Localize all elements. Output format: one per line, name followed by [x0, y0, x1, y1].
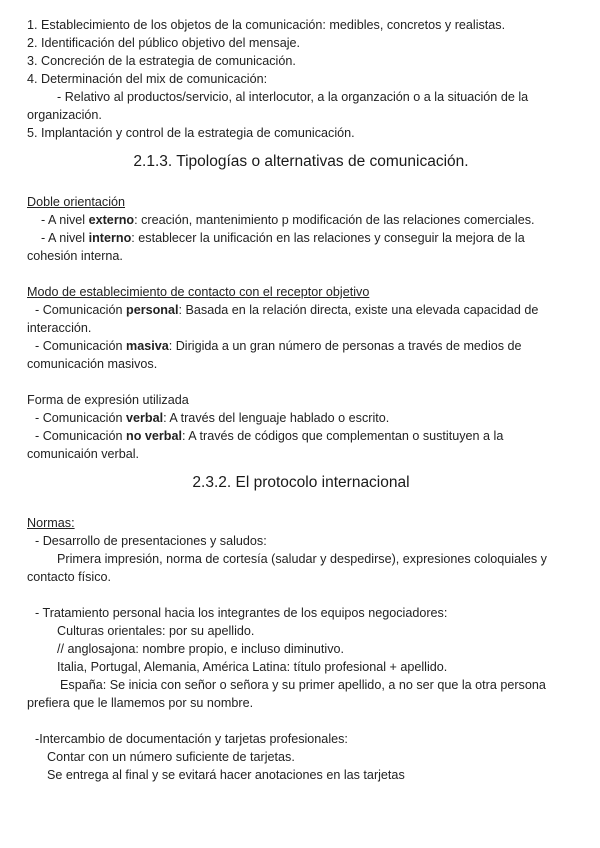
intercambio-title: -Intercambio de documentación y tarjetas profesionales:	[35, 732, 348, 746]
comunicacion-masiva-item: - Comunicación masiva: Dirigida a un gran número de personas a través de medios de comunicación masivos.	[27, 339, 522, 371]
section-title-protocolo: 2.3.2. El protocolo internacional	[192, 474, 410, 491]
tratamiento-line: Culturas orientales: por su apellido.	[57, 624, 255, 638]
section-title-tipologias: 2.1.3. Tipologías o alternativas de comunicación.	[133, 153, 469, 170]
comunicacion-personal-item: - Comunicación personal: Basada en la relación directa, existe una elevada capacidad de interacción.	[27, 303, 539, 335]
document-page	[27, 16, 575, 784]
nivel-externo-item: - A nivel externo: creación, mantenimiento p modificación de las relaciones comerciales.	[41, 213, 535, 227]
step-4-detail: - Relativo al productos/servicio, al interlocutor, a la organzación o a la situación de la organización.	[27, 90, 529, 122]
presentaciones-title: - Desarrollo de presentaciones y saludos:	[35, 534, 267, 548]
step-5: 5. Implantación y control de la estrategia de comunicación.	[27, 126, 355, 140]
step-1: 1. Establecimiento de los objetos de la comunicación: medibles, concretos y realistas.	[27, 18, 506, 32]
intercambio-line: Contar con un número suficiente de tarjetas.	[47, 750, 295, 764]
tratamiento-espana: España: Se inicia con señor o señora y su primer apellido, a no ser que la otra persona prefiera que le llamemos por su nombre.	[27, 678, 546, 710]
step-4: 4. Determinación del mix de comunicación:	[27, 72, 268, 86]
modo-contacto-heading: Modo de establecimiento de contacto con el receptor objetivo	[27, 285, 370, 299]
comunicacion-verbal-item: - Comunicación verbal: A través del lenguaje hablado o escrito.	[35, 411, 390, 425]
nivel-interno-item: - A nivel interno: establecer la unificación en las relaciones y conseguir la mejora de la cohesión interna.	[27, 231, 525, 263]
doble-orientacion-heading: Doble orientación	[27, 195, 126, 209]
normas-heading: Normas:	[27, 516, 75, 530]
comunicacion-no-verbal-item: - Comunicación no verbal: A través de códigos que complementan o sustituyen a la comunicaión verbal.	[27, 429, 504, 461]
forma-expresion-heading: Forma de expresión utilizada	[27, 393, 189, 407]
intercambio-line: Se entrega al final y se evitará hacer anotaciones en las tarjetas	[47, 768, 405, 782]
presentaciones-text: Primera impresión, norma de cortesía (saludar y despedirse), expresiones coloquiales y contacto físico.	[27, 552, 547, 584]
tratamiento-line: // anglosajona: nombre propio, e incluso diminutivo.	[57, 642, 345, 656]
step-3: 3. Concreción de la estrategia de comunicación.	[27, 54, 296, 68]
step-2: 2. Identificación del público objetivo del mensaje.	[27, 36, 301, 50]
tratamiento-title: - Tratamiento personal hacia los integrantes de los equipos negociadores:	[35, 606, 448, 620]
tratamiento-line: Italia, Portugal, Alemania, América Latina: título profesional + apellido.	[57, 660, 448, 674]
